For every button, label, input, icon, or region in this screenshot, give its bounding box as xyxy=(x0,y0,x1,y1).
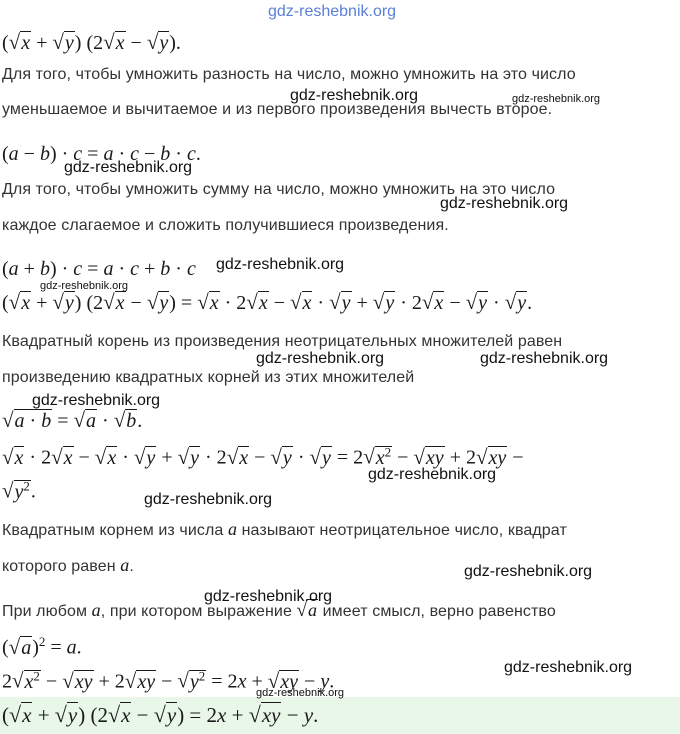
paragraph-4-var-b: a xyxy=(120,555,130,575)
paragraph-4-text-c: которого равен xyxy=(2,558,121,575)
watermark: gdz-reshebnik.org xyxy=(144,491,273,508)
formula-sum: (a + b) · c = a · c + b · c xyxy=(2,258,196,280)
watermark: gdz-reshebnik.org xyxy=(368,466,497,483)
paragraph-1-line-2: уменьшаемое и вычитаемое и из первого произведения вычесть второе. xyxy=(2,101,553,118)
watermark-small: gdz-reshebnik.org xyxy=(256,687,345,699)
paragraph-5-text-c: имеет смысл, верно равенство xyxy=(318,603,556,620)
paragraph-1-line-1: Для того, чтобы умножить разность на число, можно умножить на это число xyxy=(2,66,576,83)
simplification-line-2: $√y^2$. xyxy=(2,478,36,503)
paragraph-5-text-b: , при котором выражение xyxy=(100,603,297,620)
expression-main: (√x + √y) (2√x − √y). xyxy=(2,30,181,54)
paragraph-4-line-2 xyxy=(2,555,134,576)
paragraph-2-line-2: каждое слагаемое и сложить получившиеся произведения. xyxy=(2,217,449,234)
paragraph-5: При любом a, при котором выражение √a имеет смысл, верно равенство xyxy=(2,600,556,621)
watermark: gdz-reshebnik.org xyxy=(256,350,385,367)
simplification-line-1: $√x \cdot 2√x - √x \cdot √y + √y \cdot 2√x - √y \cdot √y = 2√x^2 - √xy + 2√xy$ − xyxy=(2,444,524,469)
simplification-result: $2√x^2 - √xy + 2√xy - √y^2 = 2x + √xy - y$. xyxy=(2,668,335,693)
watermark-top: gdz-reshebnik.org xyxy=(268,3,397,20)
formula-difference: (a − b) · c = a · c − b · c. xyxy=(2,143,201,165)
paragraph-5-text-a: При любом xyxy=(2,603,92,620)
watermark: gdz-reshebnik.org xyxy=(64,159,193,176)
paragraph-2-line-1: Для того, чтобы умножить сумму на число, можно умножить на это число xyxy=(2,181,556,198)
paragraph-5-var: a xyxy=(91,600,101,620)
watermark: gdz-reshebnik.org xyxy=(290,87,419,104)
paragraph-4-line-1 xyxy=(2,519,567,540)
watermark: gdz-reshebnik.org xyxy=(480,350,609,367)
watermark: gdz-reshebnik.org xyxy=(440,195,569,212)
paragraph-3-line-1: Квадратный корень из произведения неотрицательных множителей равен xyxy=(2,333,563,350)
expansion-step: (√x + √y) (2√x − √y) = √x · 2√x − √x · √y + √y · 2√x − √y · √y. xyxy=(2,290,533,314)
watermark: gdz-reshebnik.org xyxy=(204,588,333,605)
paragraph-4-text-b: называют неотрицательное число, квадрат xyxy=(237,522,567,539)
watermark-small: gdz-reshebnik.org xyxy=(40,280,129,292)
watermark: gdz-reshebnik.org xyxy=(32,392,161,409)
final-answer: (√x + √y) (2√x − √y) = 2x + √xy − y. xyxy=(2,702,319,727)
formula-root-product: √a · b = √a · √b. xyxy=(2,408,143,432)
watermark-small: gdz-reshebnik.org xyxy=(512,93,601,105)
watermark: gdz-reshebnik.org xyxy=(504,659,633,676)
paragraph-4-text-a: Квадратным корнем из числа xyxy=(2,522,228,539)
paragraph-4-var-a: a xyxy=(227,519,238,539)
watermark: gdz-reshebnik.org xyxy=(216,256,345,273)
watermark: gdz-reshebnik.org xyxy=(464,563,593,580)
paragraph-4-text-d: . xyxy=(129,558,134,575)
paragraph-3-line-2: произведению квадратных корней из этих множителей xyxy=(2,369,415,386)
formula-root-square: $(√a)^2 = a$. xyxy=(2,634,82,659)
